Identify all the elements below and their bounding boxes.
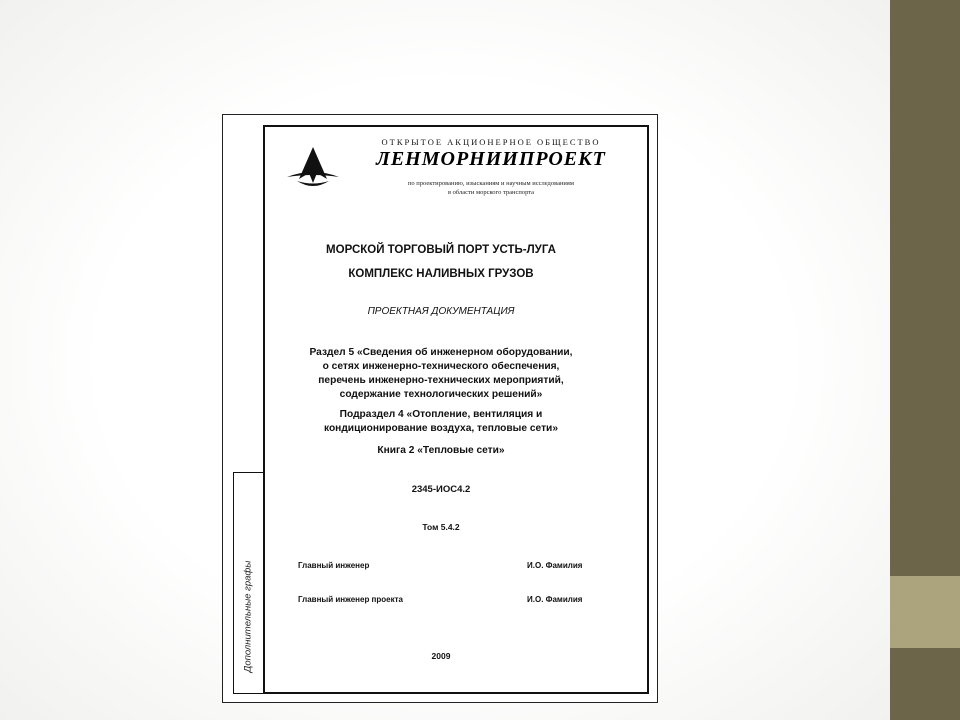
signature-name: И.О. Фамилия xyxy=(527,595,583,604)
side-label: Дополнительные графы xyxy=(242,560,254,672)
accent-band-middle xyxy=(890,576,960,648)
title-line-1: МОРСКОЙ ТОРГОВЫЙ ПОРТ УСТЬ-ЛУГА xyxy=(326,244,556,256)
document-year: 2009 xyxy=(431,651,451,661)
org-type: ОТКРЫТОЕ АКЦИОНЕРНОЕ ОБЩЕСТВО xyxy=(381,137,601,147)
signature-role: Главный инженер проекта xyxy=(298,595,403,604)
title-line-2: КОМПЛЕКС НАЛИВНЫХ ГРУЗОВ xyxy=(348,268,534,280)
signature-role: Главный инженер xyxy=(298,561,370,570)
section-line: перечень инженерно-технических мероприятий, xyxy=(318,375,564,386)
book-title: Книга 2 «Тепловые сети» xyxy=(377,445,505,456)
document-code: 2345-ИОС4.2 xyxy=(411,484,471,495)
accent-band-bottom xyxy=(890,648,960,720)
section-line: содержание технологических решений» xyxy=(339,389,543,400)
accent-band-top xyxy=(890,0,960,576)
section-line: Раздел 5 «Сведения об инженерном оборудовании, xyxy=(309,347,573,358)
subsection-line: Подраздел 4 «Отопление, вентиляция и xyxy=(339,409,543,420)
section-line: о сетях инженерно-технического обеспечения, xyxy=(322,361,560,372)
signature-name: И.О. Фамилия xyxy=(527,561,583,570)
document-cover-page xyxy=(222,114,658,703)
company-logo-icon xyxy=(283,145,343,191)
org-name: ЛЕНМОРНИИПРОЕКТ xyxy=(376,148,606,170)
subsection-line: кондиционирование воздуха, тепловые сети» xyxy=(324,423,558,434)
volume-number: Том 5.4.2 xyxy=(422,522,460,532)
doc-type: ПРОЕКТНАЯ ДОКУМЕНТАЦИЯ xyxy=(367,306,515,317)
org-description: по проектированию, изысканиям и научным исследованиям в области морского транспорта xyxy=(407,180,575,196)
